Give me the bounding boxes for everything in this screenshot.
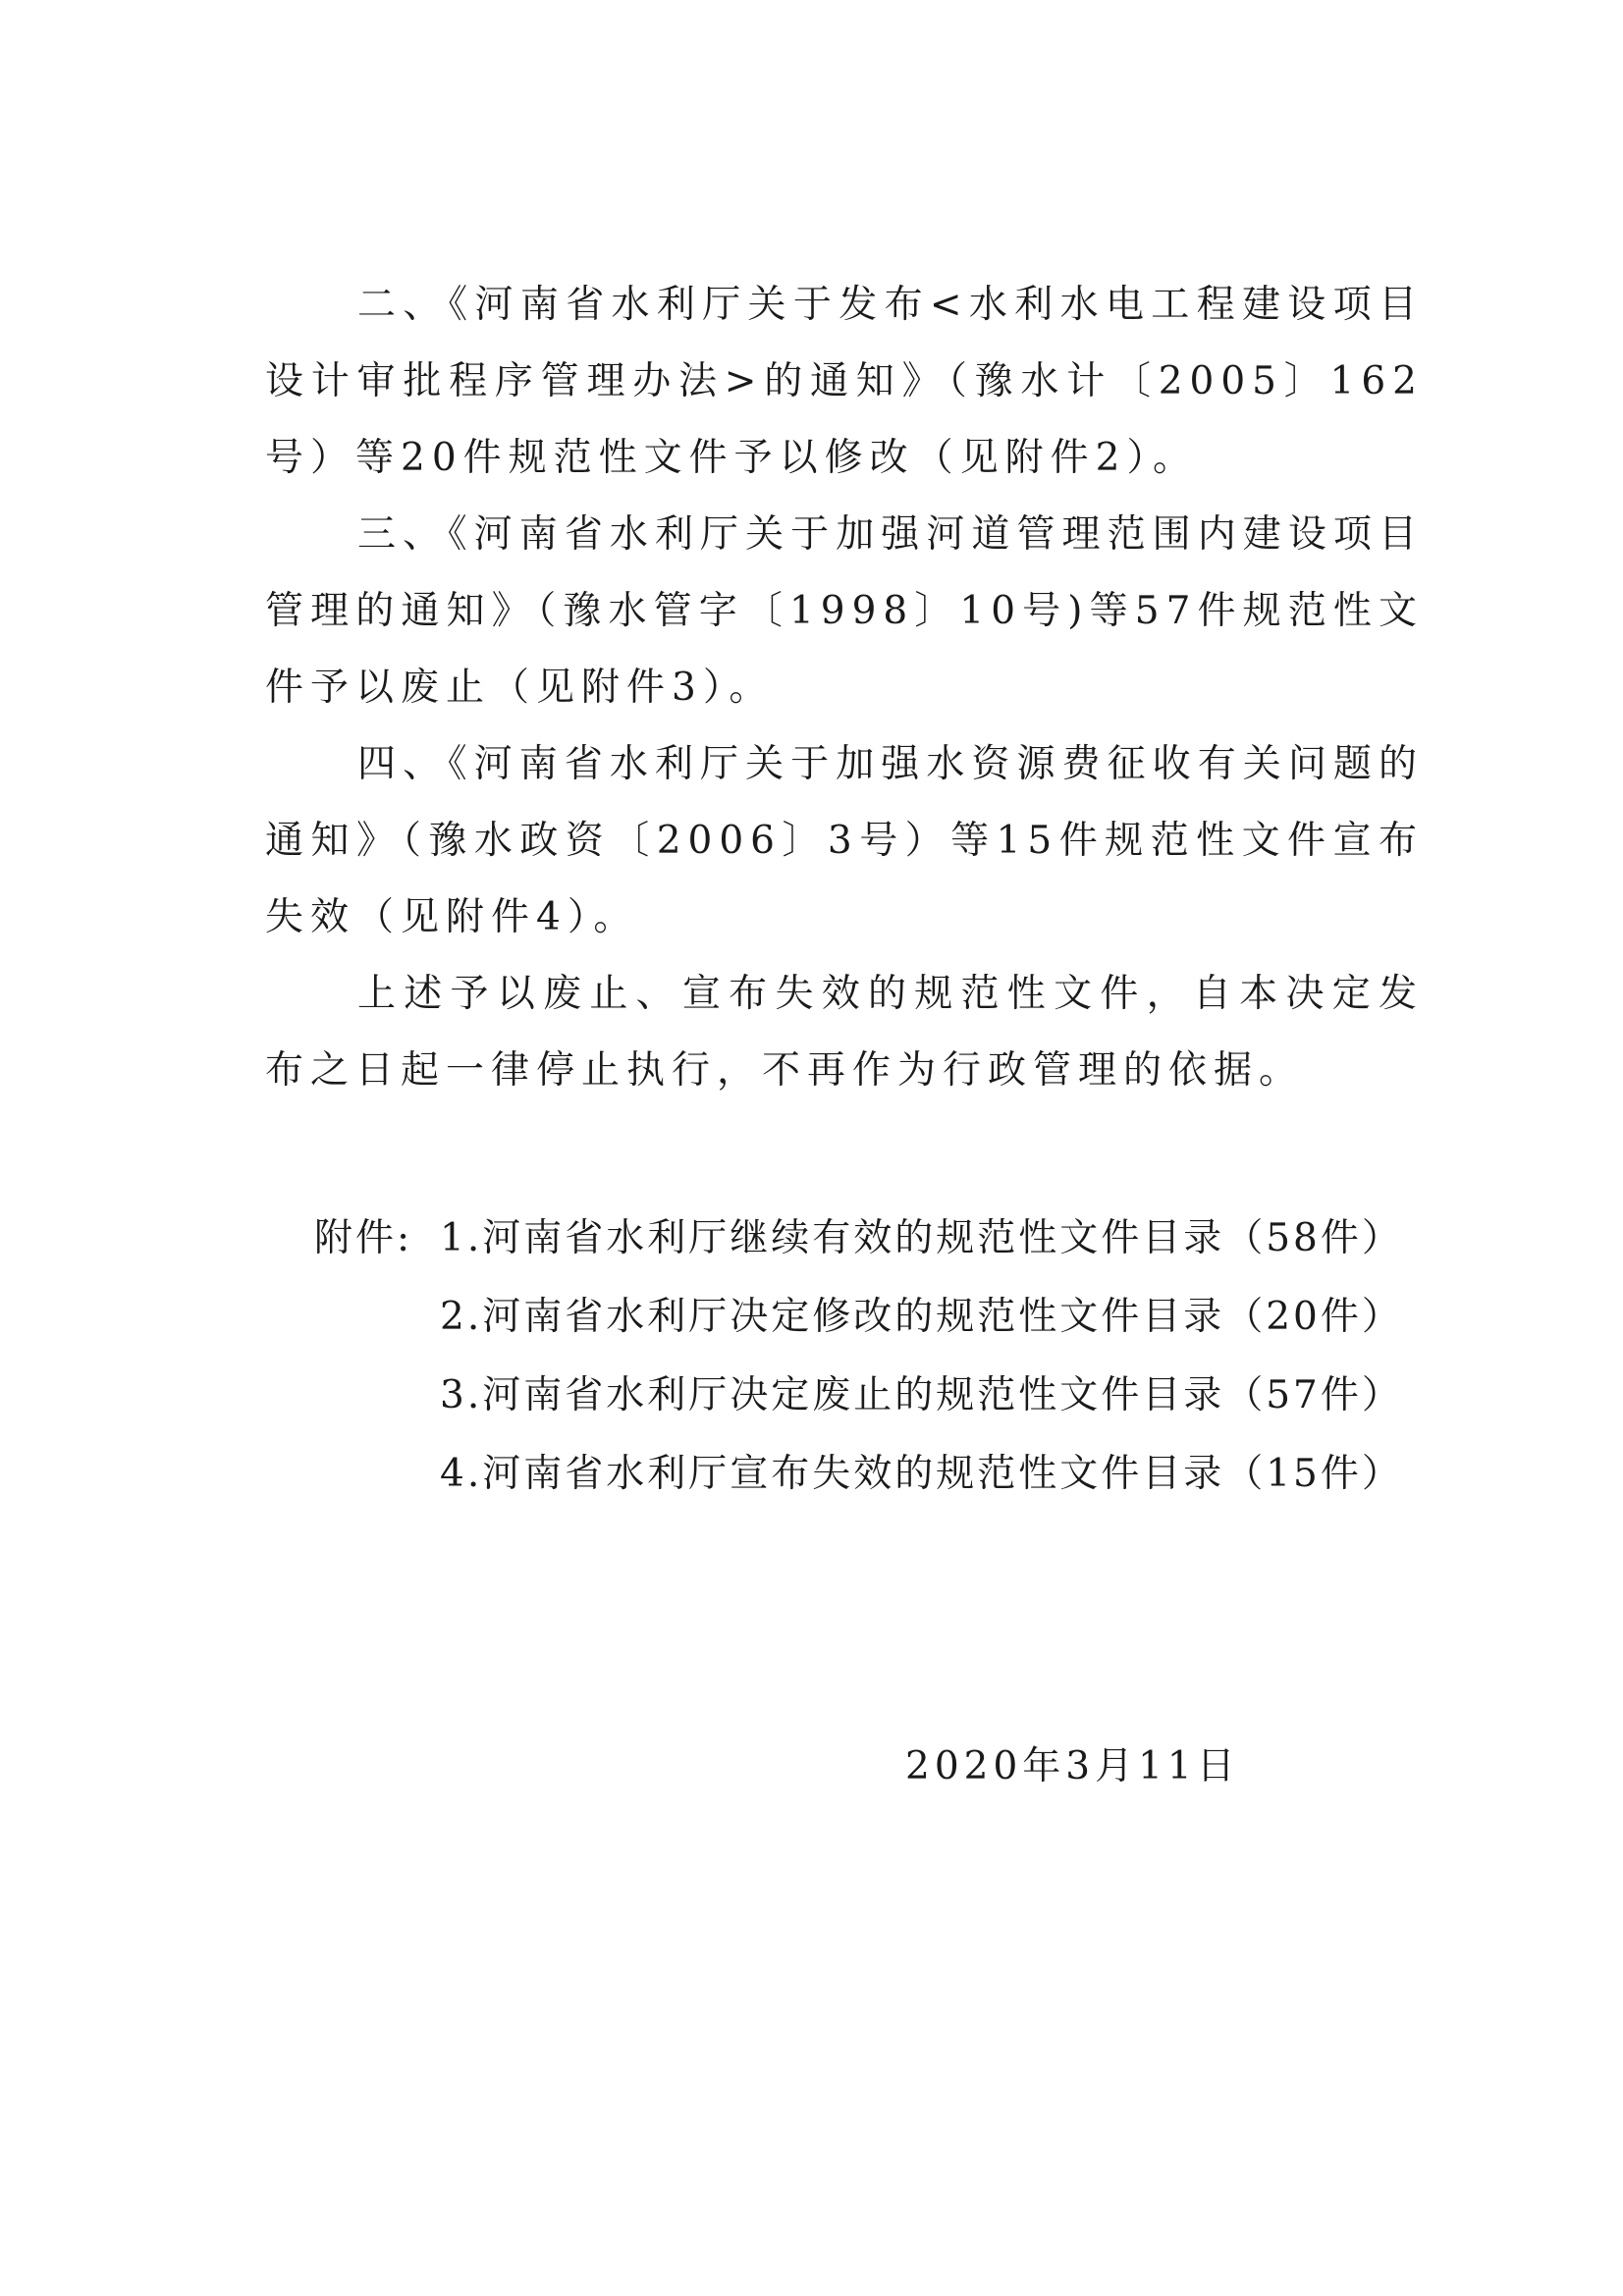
attachment-row <box>314 1278 1414 1357</box>
attachment-row <box>314 1357 1414 1435</box>
issue-date: 2020年3月11日 <box>905 1744 1240 1789</box>
paragraph-conclusion: 上述予以废止、宣布失效的规范性文件，自本决定发布之日起一律停止执行，不再作为行政管理的依据。 <box>265 972 1424 1093</box>
attachments-label: 附件: <box>314 1216 413 1260</box>
attachment-row <box>314 1200 1414 1278</box>
paragraph-item-4: 四、《河南省水利厅关于加强水资源费征收有关问题的通知》（豫水政资〔2006〕3号）等15件规范性文件宣布失效（见附件4）。 <box>265 742 1424 939</box>
attachment-row <box>314 1435 1414 1514</box>
attachment-item-3: 3.河南省水利厅决定废止的规范性文件目录（57件） <box>440 1373 1403 1417</box>
attachment-item-4: 4.河南省水利厅宣布失效的规范性文件目录（15件） <box>440 1452 1403 1496</box>
attachment-item-1: 1.河南省水利厅继续有效的规范性文件目录（58件） <box>440 1216 1403 1260</box>
attachments-list <box>314 1200 1414 1514</box>
attachment-item-2: 2.河南省水利厅决定修改的规范性文件目录（20件） <box>440 1295 1403 1339</box>
paragraph-item-2: 二、《河南省水利厅关于发布<水利水电工程建设项目设计审批程序管理办法>的通知》（豫水计〔2005〕162号）等20件规范性文件予以修改（见附件2）。 <box>265 283 1424 480</box>
paragraph-item-3: 三、《河南省水利厅关于加强河道管理范围内建设项目管理的通知》（豫水管字〔1998〕10号)等57件规范性文件予以废止（见附件3）。 <box>265 512 1424 710</box>
